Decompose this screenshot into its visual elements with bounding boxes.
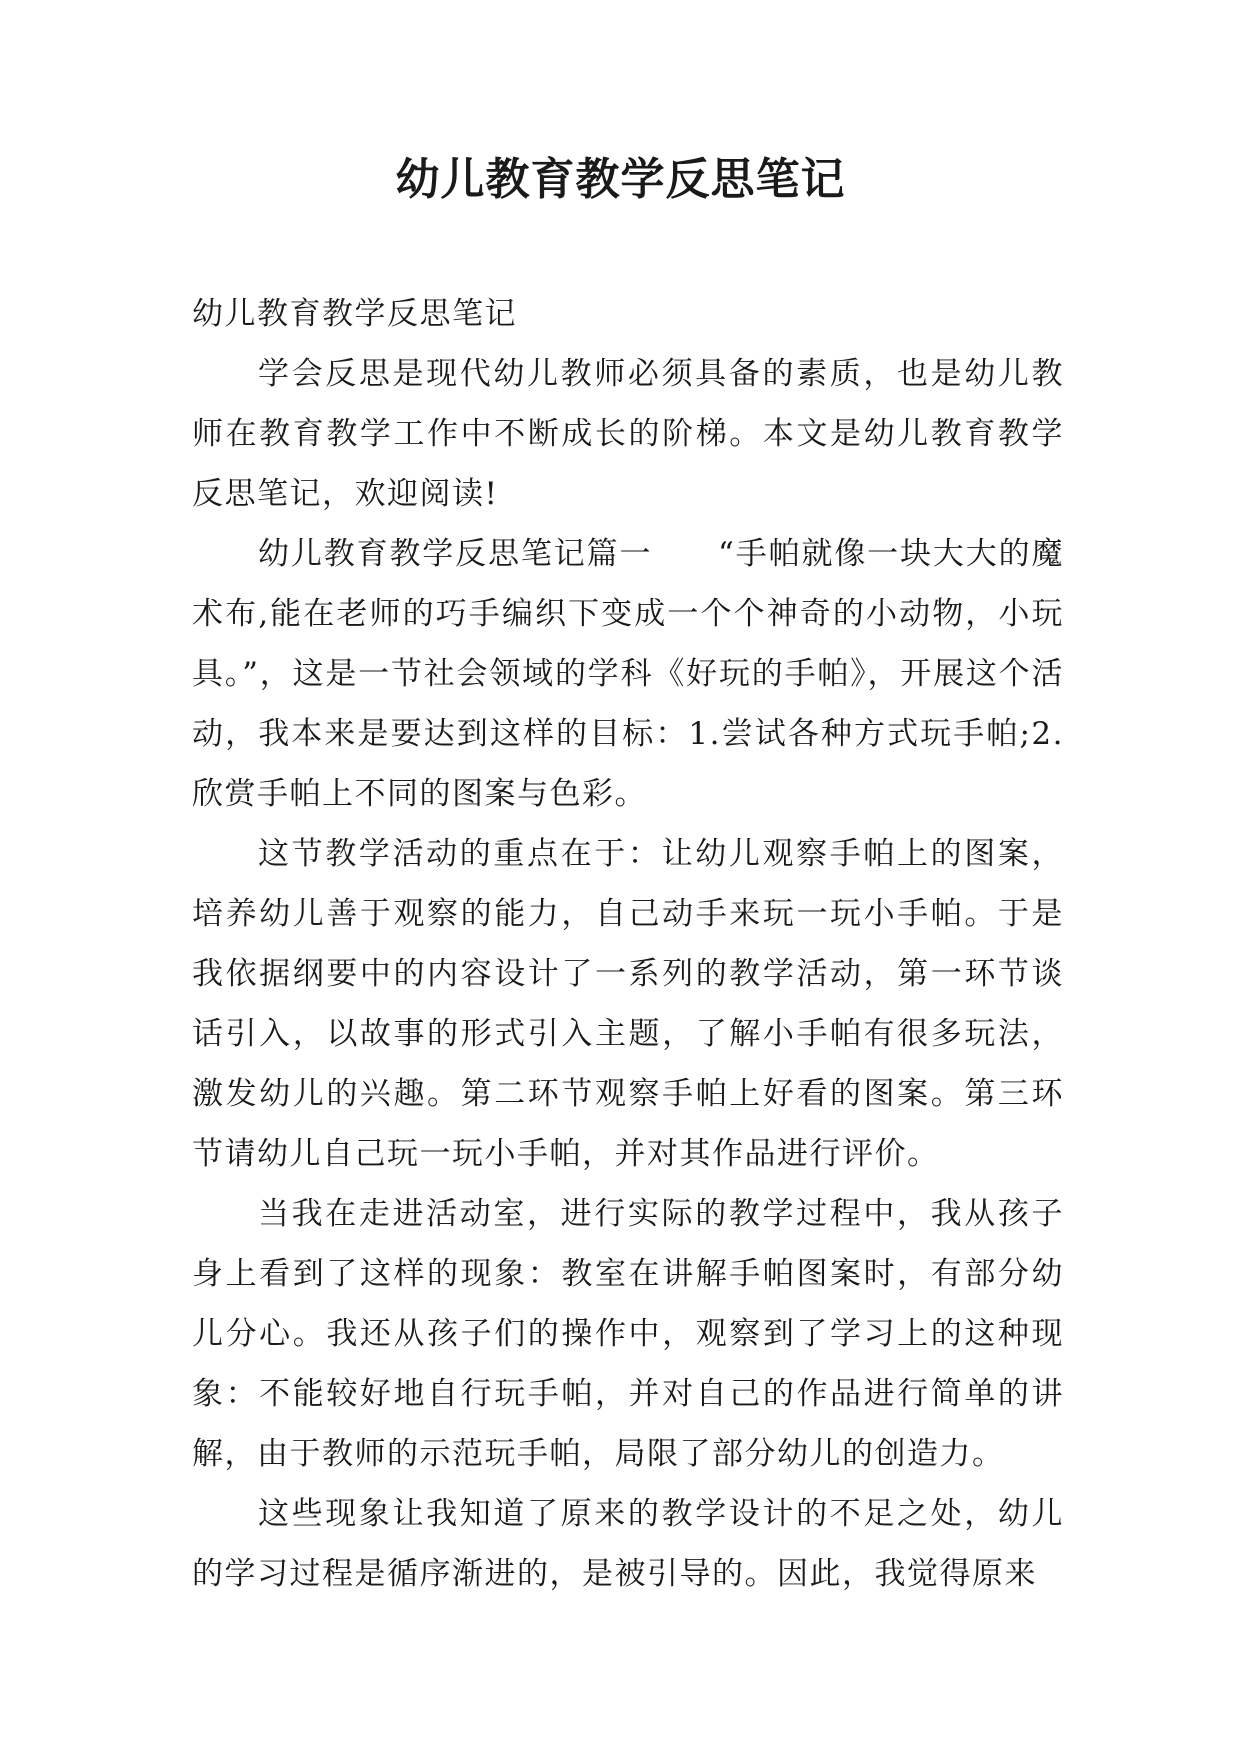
paragraph-intro: 学会反思是现代幼儿教师必须具备的素质，也是幼儿教师在教育教学工作中不断成长的阶梯。本文是幼儿教育教学反思笔记，欢迎阅读!	[192, 356, 1064, 512]
document-body	[192, 284, 1064, 1604]
paragraph-focus: 这节教学活动的重点在于：让幼儿观察手帕上的图案，培养幼儿善于观察的能力，自己动手来玩一玩小手帕。于是我依据纲要中的内容设计了一系列的教学活动，第一环节谈话引入，以故事的形式引入主题，了解小手帕有很多玩法，激发幼儿的兴趣。第二环节观察手帕上好看的图案。第三环节请幼儿自己玩一玩小手帕，并对其作品进行评价。	[192, 836, 1064, 1172]
document-subtitle: 幼儿教育教学反思笔记	[192, 296, 517, 332]
paragraph-reflection: 这些现象让我知道了原来的教学设计的不足之处，幼儿的学习过程是循序渐进的，是被引导的。因此，我觉得原来	[192, 1496, 1064, 1592]
document-title: 幼儿教育教学反思笔记	[395, 154, 846, 205]
paragraph-observation: 当我在走进活动室，进行实际的教学过程中，我从孩子身上看到了这样的现象：教室在讲解手帕图案时，有部分幼儿分心。我还从孩子们的操作中，观察到了学习上的这种现象：不能较好地自行玩手帕，并对自己的作品进行简单的讲解，由于教师的示范玩手帕，局限了部分幼儿的创造力。	[192, 1196, 1064, 1472]
paragraph-part-one: 幼儿教育教学反思笔记篇一 “手帕就像一块大大的魔术布,能在老师的巧手编织下变成一个个神奇的小动物，小玩具。”，这是一节社会领域的学科《好玩的手帕》，开展这个活动，我本来是要达到这样的目标：1.尝试各种方式玩手帕;2.欣赏手帕上不同的图案与色彩。	[192, 536, 1064, 812]
